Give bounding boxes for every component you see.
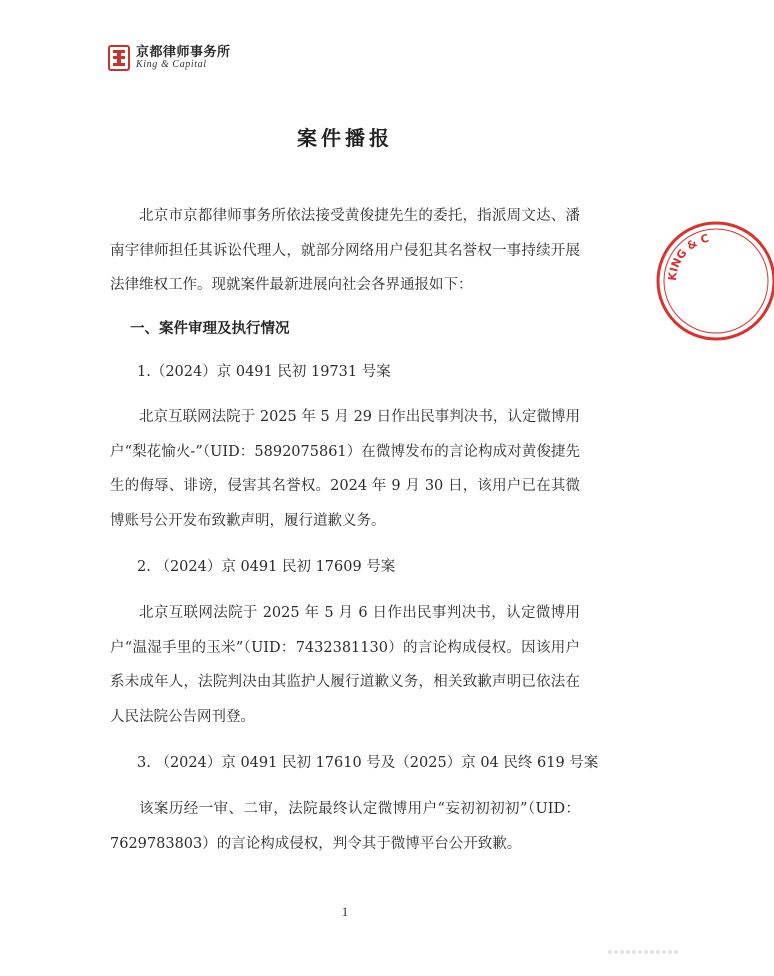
- case-heading-2: 2. （2024）京 0491 民初 17609 号案: [137, 559, 396, 575]
- page-number: 1: [341, 904, 349, 919]
- case-paragraph-2: 北京互联网法院于 2025 年 5 月 6 日作出民事判决书，认定微博用户“温湿手里的玉米”（UID：7432381130）的言论构成侵权。因该用户系未成年人，法院判决由其监护人履行道歉义务，相关致歉声明已依法在人民法院公告网刊登。: [110, 605, 580, 725]
- case-heading-1: 1.（2024）京 0491 民初 19731 号案: [137, 364, 391, 380]
- case-paragraph-3: 该案历经一审、二审，法院最终认定微博用户“妄初初初初”（UID：7629783803）的言论构成侵权，判令其于微博平台公开致歉。: [110, 801, 580, 852]
- case-paragraph-1: 北京互联网法院于 2025 年 5 月 29 日作出民事判决书，认定微博用户“梨花愉火-”（UID：5892075861）在微博发布的言论构成对黄俊捷先生的侮辱、诽谤，侵害其名誉权。2024 年 9 月 30 日，该用户已在其微博账号公开发布致歉声明，履行道歉义务。: [110, 409, 580, 529]
- intro-paragraph: 北京市京都律师事务所依法接受黄俊捷先生的委托，指派周文达、潘南宇律师担任其诉讼代理人，就部分网络用户侵犯其名誉权一事持续开展法律维权工作。现就案件最新进展向社会各界通报如下：: [110, 208, 580, 294]
- firm-name-chinese: 京都律师事务所: [136, 44, 231, 60]
- firm-name-english: King & Capital: [136, 58, 207, 70]
- case-heading-3: 3. （2024）京 0491 民初 17610 号及（2025）京 04 民终 619 号案: [137, 755, 599, 771]
- letterhead: [108, 45, 231, 71]
- king-capital-logo-icon: [108, 45, 130, 71]
- watermark-dots: [608, 950, 678, 954]
- document-title: 案件播报: [297, 126, 393, 150]
- section-heading: 一、案件审理及执行情况: [130, 320, 290, 337]
- official-seal-stamp: [654, 218, 711, 344]
- svg-text:KING & C: KING & C: [665, 231, 711, 282]
